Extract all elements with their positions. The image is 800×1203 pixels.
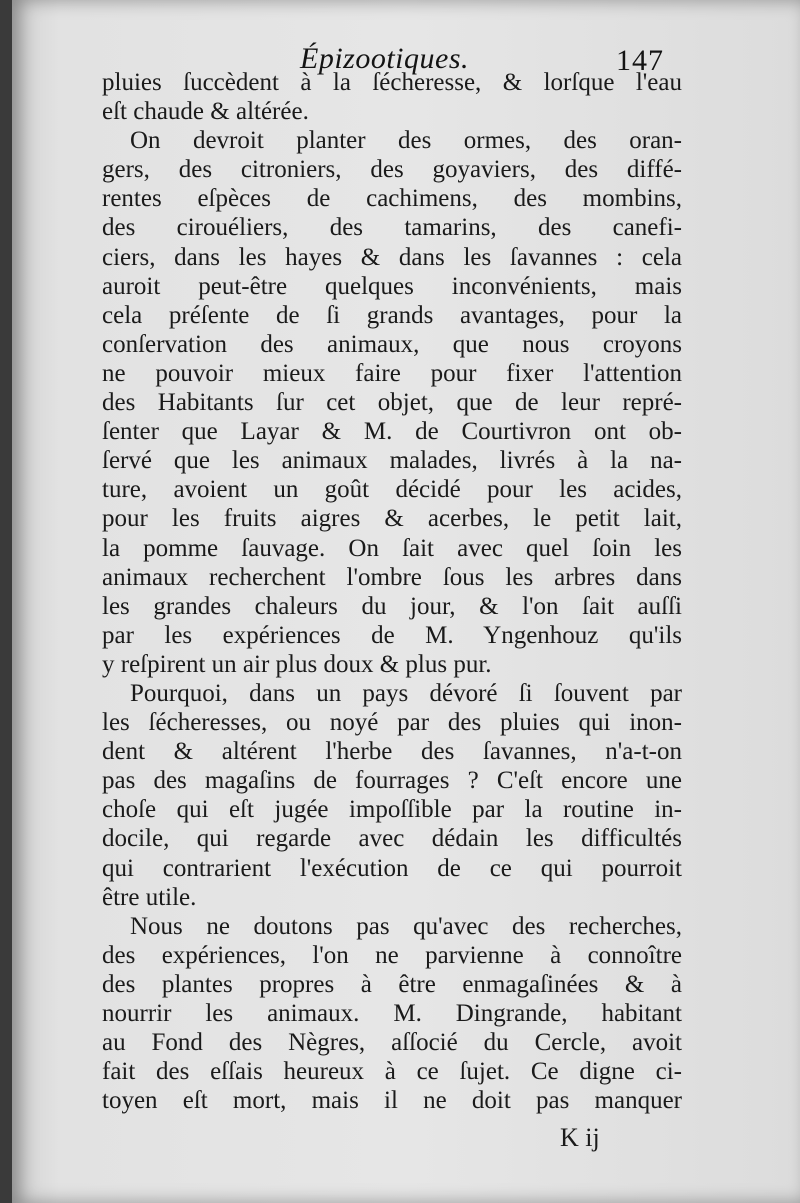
text-line: des cirouéliers, des tamarins, des canefi- <box>102 214 682 242</box>
text-line: ture, avoient un goût décidé pour les acides, <box>102 476 682 504</box>
text-line: fait des eſſais heureux à ce ſujet. Ce digne ci- <box>102 1058 682 1086</box>
text-line: animaux recherchent l'ombre ſous les arbres dans <box>102 563 682 591</box>
text-line: des plantes propres à être enmagaſinées & à <box>102 970 682 998</box>
text-line: par les expériences de M. Yngenhouz qu'ils <box>102 621 682 649</box>
text-line: choſe qui eſt jugée impoſſible par la routine in- <box>102 796 682 824</box>
text-line: pour les fruits aigres & acerbes, le petit lait, <box>102 505 682 533</box>
text-line: qui contrarient l'exécution de ce qui pourroit <box>102 854 682 882</box>
text-line: ciers, dans les hayes & dans les ſavannes : cela <box>102 243 682 271</box>
text-line: cela préſente de ſi grands avantages, pour la <box>102 301 682 329</box>
book-page <box>12 0 800 1203</box>
text-line: ſervé que les animaux malades, livrés à la na- <box>102 447 682 475</box>
text-line: Nous ne doutons pas qu'avec des recherches, <box>130 912 682 940</box>
text-line: gers, des citroniers, des goyaviers, des diffé- <box>102 156 682 184</box>
text-line: nourrir les animaux. M. Dingrande, habitant <box>102 1000 682 1027</box>
text-line: des Habitants ſur cet objet, que de leur repré- <box>102 389 682 417</box>
text-line: dent & altérent l'herbe des ſavannes, n'a-t-on <box>102 738 682 766</box>
text-line: rentes eſpèces de cachimens, des mombins, <box>102 185 682 213</box>
text-line: Pourquoi, dans un pays dévoré ſi ſouvent par <box>130 679 682 707</box>
text-line: les grandes chaleurs du jour, & l'on ſait auſſi <box>102 592 682 620</box>
text-line: ne pouvoir mieux faire pour fixer l'attention <box>102 359 682 387</box>
text-line: les ſécheresses, ou noyé par des pluies qui inon- <box>102 709 682 737</box>
text-line: toyen eſt mort, mais il ne doit pas manquer <box>102 1087 682 1115</box>
text-line: pas des magaſins de fourrages ? C'eſt encore une <box>102 767 682 795</box>
text-line: auroit peut-être quelques inconvénients, mais <box>102 272 682 300</box>
body-text <box>102 68 682 1115</box>
text-line: y reſpirent un air plus doux & plus pur. <box>102 650 492 678</box>
signature-mark: K ij <box>560 1123 600 1152</box>
text-line: des expériences, l'on ne parvienne à connoître <box>102 941 682 969</box>
page-number: 147 <box>616 44 664 77</box>
text-line: pluies ſuccèdent à la ſécheresse, & lorſque l'eau <box>102 69 682 96</box>
text-line: au Fond des Nègres, aſſocié du Cercle, avoit <box>102 1029 682 1057</box>
text-line: ſenter que Layar & M. de Courtivron ont ob- <box>102 418 682 446</box>
text-line: docile, qui regarde avec dédain les difficultés <box>102 825 682 853</box>
running-title: Épizootiques. <box>300 42 469 75</box>
text-line: être utile. <box>102 883 197 911</box>
text-line: la pomme ſauvage. On ſait avec quel ſoin les <box>102 534 682 562</box>
text-line: On devroit planter des ormes, des oran- <box>130 127 682 155</box>
text-line: eſt chaude & altérée. <box>102 98 309 126</box>
text-line: conſervation des animaux, que nous croyons <box>102 330 682 358</box>
